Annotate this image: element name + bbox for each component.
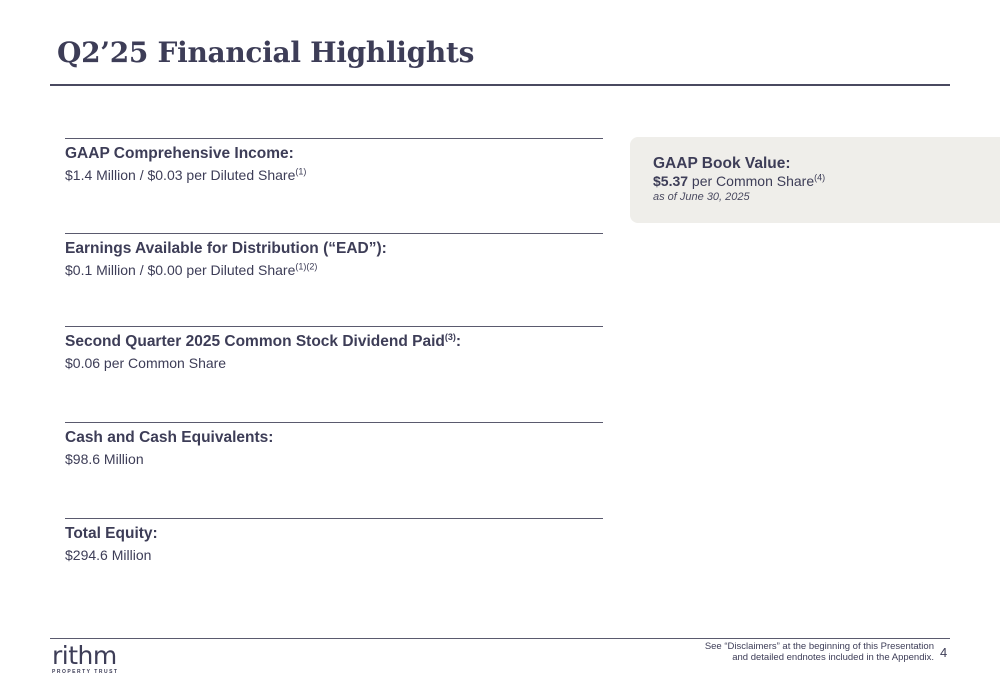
section-value bbox=[65, 166, 603, 184]
section-heading: Total Equity: bbox=[65, 525, 158, 542]
section-value: $98.6 Million bbox=[65, 451, 144, 467]
disclaimer-note bbox=[705, 641, 934, 663]
section-value: $294.6 Million bbox=[65, 547, 152, 563]
section-heading: Earnings Available for Distribution (“EAD”): bbox=[65, 240, 387, 257]
section-dividend-paid bbox=[65, 326, 603, 372]
book-value-amount: $5.37 bbox=[653, 173, 689, 189]
book-value-card bbox=[630, 137, 1000, 223]
footnote-ref: (1)(2) bbox=[295, 261, 318, 272]
footnote-ref: (4) bbox=[814, 172, 826, 183]
logo-wordmark: rithm bbox=[52, 641, 117, 670]
section-heading: GAAP Comprehensive Income: bbox=[65, 145, 294, 162]
page-number: 4 bbox=[940, 645, 948, 660]
book-value-unit: per Common Share bbox=[688, 173, 815, 189]
heading-colon: : bbox=[455, 333, 462, 350]
footnote-ref: (3) bbox=[444, 331, 456, 342]
book-value-date: as of June 30, 2025 bbox=[653, 191, 750, 203]
section-ead bbox=[65, 233, 603, 279]
section-total-equity bbox=[65, 518, 603, 564]
section-value-text: $0.1 Million / $0.00 per Diluted Share bbox=[65, 262, 296, 278]
book-value-amount-line bbox=[653, 173, 825, 190]
logo-subtitle: PROPERTY TRUST bbox=[52, 669, 119, 675]
title-divider bbox=[50, 84, 950, 86]
section-value: $0.06 per Common Share bbox=[65, 355, 227, 371]
section-value-text: $1.4 Million / $0.03 per Diluted Share bbox=[65, 167, 296, 183]
page-title: Q2’25 Financial Highlights bbox=[57, 36, 475, 69]
footnote-ref: (1) bbox=[295, 166, 307, 177]
disclaimer-line-1: See “Disclaimers” at the beginning of this Presentation bbox=[704, 641, 934, 652]
footer-divider bbox=[50, 638, 950, 639]
section-heading: Cash and Cash Equivalents: bbox=[65, 429, 274, 446]
section-heading bbox=[65, 332, 603, 352]
section-cash bbox=[65, 422, 603, 468]
section-heading-text: Second Quarter 2025 Common Stock Dividend Paid bbox=[65, 333, 445, 350]
rithm-logo bbox=[52, 643, 118, 675]
book-value-heading: GAAP Book Value: bbox=[653, 155, 791, 172]
section-gaap-comprehensive-income bbox=[65, 138, 603, 184]
section-value bbox=[65, 261, 603, 279]
disclaimer-line-2: and detailed endnotes included in the Appendix. bbox=[732, 652, 934, 663]
